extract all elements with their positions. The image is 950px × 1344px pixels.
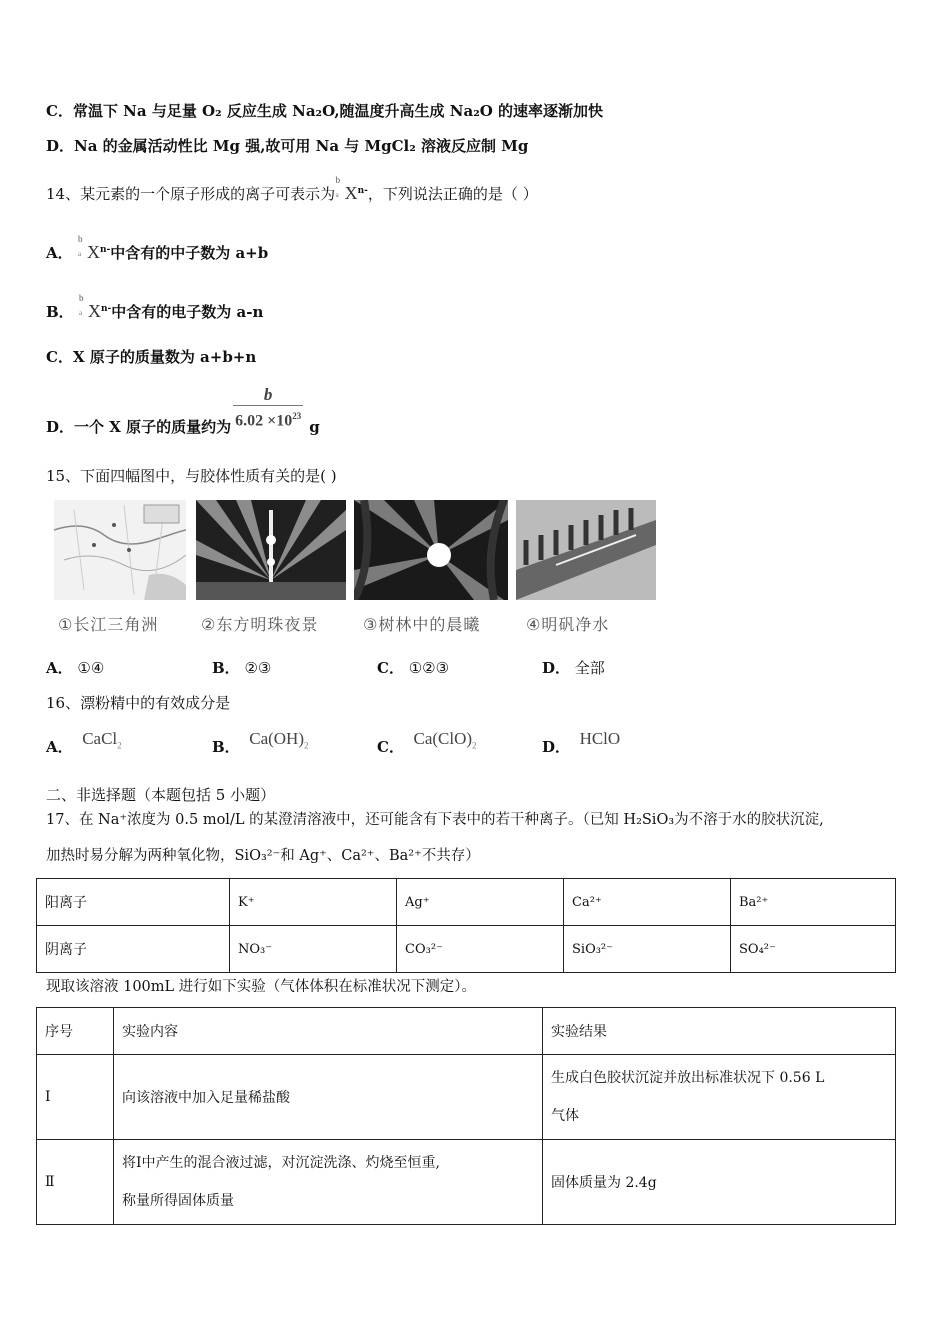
row-number: Ⅱ [37,1140,114,1225]
mass-fraction: $\frac{b}{6.02 \times 10^{23}}$ [235,385,302,430]
table-header-row [37,1008,896,1055]
ion-cell: K⁺ [230,879,397,926]
column-header: 实验结果 [543,1008,896,1055]
q16-option-d: D． HClO [542,729,621,756]
column-header: 序号 [37,1008,114,1055]
row-header: 阳离子 [37,879,230,926]
section-title: 二、非选择题（本题包括 5 小题） [46,786,276,804]
q14-option-a: A． b a $X^{n-}$中含有的中子数为 a+b [46,234,269,262]
yangtze-delta-map-image [54,500,186,600]
forest-morning-light-image [354,500,508,600]
q16-stem: 16、漂粉精中的有效成分是 [46,694,231,712]
q16-option-c: C． $Ca(ClO)_2$ [377,729,477,756]
q13-option-c: C．常温下 Na 与足量 O₂ 反应生成 Na₂O,随温度升高生成 Na₂O 的速率逐渐加快 [46,102,604,120]
q13-option-d: D．Na 的金属活动性比 Mg 强,故可用 Na 与 MgCl₂ 溶液反应制 Mg [46,137,529,155]
q15-option-d: D． 全部 [542,659,605,677]
experiment-content: 将Ⅰ中产生的混合液过滤，对沉淀洗涤、灼烧至恒重, 称量所得固体质量 [114,1140,543,1225]
row-header: 阴离子 [37,926,230,973]
ion-symbol: b a X [335,175,358,203]
row-number: Ⅰ [37,1055,114,1140]
image-caption-2: ②东方明珠夜景 [201,615,319,634]
experiment-table [36,1007,896,1225]
q15-stem: 15、下面四幅图中，与胶体性质有关的是( ) [46,467,337,485]
image-caption-3: ③树林中的晨曦 [363,615,481,634]
q15-option-b: B． ②③ [212,659,272,677]
q15-option-c: C． ①②③ [377,659,450,677]
q17-intro: 现取该溶液 100mL 进行如下实验（气体体积在标准状况下测定）。 [46,979,477,995]
ion-cell: NO₃⁻ [230,926,397,973]
q14-option-b: B． b a $X^{n-}$中含有的电子数为 a-n [46,293,264,321]
ion-table [36,878,896,973]
q17-stem-line2: 加热时易分解为两种氧化物，SiO₃²⁻和 Ag⁺、Ca²⁺、Ba²⁺不共存） [46,848,480,864]
table-row [37,879,896,926]
ion-symbol: b a X [77,234,100,262]
q17-stem-line1: 17、在 Na⁺浓度为 0.5 mol/L 的某澄清溶液中，还可能含有下表中的若干种离子。（已知 H₂SiO₃为不溶于水的胶状沉淀, [46,812,824,828]
table-row [37,926,896,973]
ion-cell: Ba²⁺ [731,879,896,926]
experiment-result: 固体质量为 2.4g [543,1140,896,1225]
q14-option-c: C．X 原子的质量数为 a+b+n [46,348,257,366]
image-caption-4: ④明矾净水 [526,615,610,634]
ion-cell: SiO₃²⁻ [564,926,731,973]
ion-cell: SO₄²⁻ [731,926,896,973]
image-caption-1: ①长江三角洲 [58,615,159,634]
pearl-tower-night-image [196,500,346,600]
table-row [37,1055,896,1140]
ion-cell: Ag⁺ [397,879,564,926]
q14-stem: 14、某元素的一个原子形成的离子可表示为 b a $X^{n-}$，下列说法正确的是（ ） [46,175,538,203]
q16-option-a: A． CaCl$_2$ [46,729,122,756]
ion-symbol: b a X [79,293,101,321]
column-header: 实验内容 [114,1008,543,1055]
ion-cell: Ca²⁺ [564,879,731,926]
alum-water-purification-image [516,500,656,600]
experiment-content: 向该溶液中加入足量稀盐酸 [114,1055,543,1140]
q16-option-b: B． $Ca(OH)_2$ [212,729,309,756]
experiment-result: 生成白色胶状沉淀并放出标准状况下 0.56 L 气体 [543,1055,896,1140]
table-row [37,1140,896,1225]
q15-option-a: A． ①④ [46,659,105,677]
ion-cell: CO₃²⁻ [397,926,564,973]
q14-option-d: D．一个 X 原子的质量约为 $\frac{b}{6.02 \times 10^{23}}$ g [46,385,320,437]
